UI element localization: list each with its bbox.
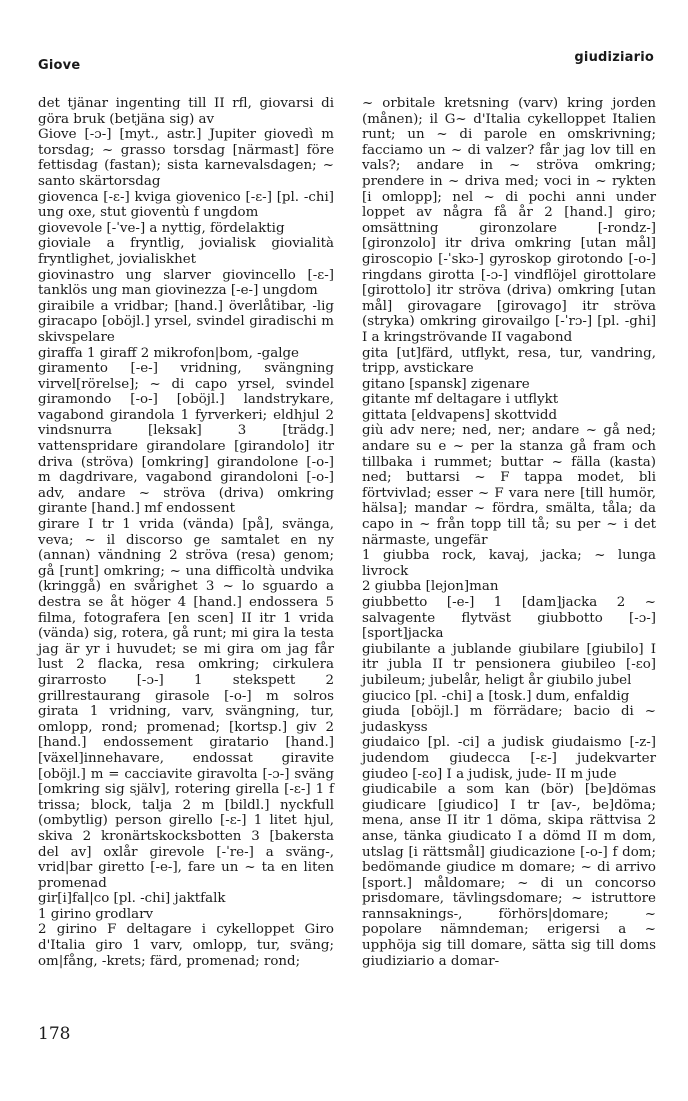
entry-gitano: gitano [spansk] zigenare	[362, 376, 530, 392]
entry-giro-cont: ~ orbitale kretsning (varv) kring jorden (månen); il G~ d'Italia cykelloppet Italien runt; un ~ di parole en omskrivning; facciamo un ~ di valzer? får jag lov till en vals?; andare in ~ ströva omkring; prendere in ~ driva med; voci in ~ rykten [i omlopp]; nel ~ di pochi anni under loppet av några få år 2 [hand.] giro; omsättning gironzolare [-rondz-] [gironzolo] itr driva omkring [utan mål] giroscopio [-ˈskɔ-] gyroskop girotondo [-o-] ringdans girotta [-ɔ-] vindflöjel girottolare [girottolo] itr ströva (driva) omkring [utan mål] girovagare [girovago] itr ströva (stryka) omkring girovailgo [-ˈrɔ-] [pl. -ghi] I a kringströvande II vagabond	[362, 96, 656, 345]
entry-girino-1: 1 girino grodlarv	[38, 906, 154, 922]
left-column	[38, 96, 334, 969]
entry-giubba-2: 2 giubba [lejon]man	[362, 579, 499, 595]
entry-giubbetto: giubbetto [-e-] 1 [dam]jacka 2 ~ salvagente flytväst giubbotto [-ɔ-] [sport]jacka	[362, 595, 656, 642]
entry-gioveare-cont: det tjänar ingenting till II rfl, giovarsi di göra bruk (betjäna sig) av	[38, 96, 334, 127]
page-number: 178	[38, 1024, 71, 1044]
entry-girabile: giraibile a vridbar; [hand.] överlåtibar, -lig giracapo [oböjl.] yrsel, svindel giradischi m skivspelare	[38, 298, 334, 345]
entry-giubba-1: 1 giubba rock, kavaj, jacka; ~ lunga livrock	[362, 548, 656, 579]
entry-giove: Giove [-ɔ-] [myt., astr.] Jupiter giovedì m torsdag; ~ grasso torsdag [närmast] före fettisdag (fastan); sista karnevalsdagen; ~ santo skärtorsdag	[38, 127, 334, 189]
entry-gittata: gittata [eldvapens] skottvidd	[362, 407, 558, 423]
entry-giu: giù adv nere; ned, ner; andare ~ gå ned; andare su e ~ per la stanza gå fram och tillbaka i rummet; buttar ~ fälla (kasta) ned; buttarsi ~ F tappa modet, bli förtvivlad; esser ~ F vara nere [till humör, hälsa]; mandar ~ fördra, smälta, tåla; da capo in ~ från topp till tå; su per ~ i det närmaste, ungefär	[362, 423, 656, 548]
entry-giovevole: giovevole [-ˈve-] a nyttig, fördelaktig	[38, 220, 285, 236]
right-column	[362, 96, 656, 969]
running-head-left: Giove	[38, 58, 81, 73]
entry-giubilante: giubilante a jublande giubilare [giubilo] I itr jubla II tr pensionera giubileo [-ɛo] jubileum; jubelår, heligt år giubilo jubel	[362, 641, 656, 688]
entry-girare: girare I tr 1 vrida (vända) [på], svänga, veva; ~ il discorso ge samtalet en ny (annan) vändning 2 ströva (resa) genom; gå [runt] omkring; ~ una difficoltà undvika (kringgå) en svårighet 3 ~ lo sguardo a destra se åt höger 4 [hand.] endossera 5 filma, fotografera [en scen] II itr 1 vrida (vända) sig, rotera, gå runt; mi gira la testa jag är yr i huvudet; se mi gira om jag får lust 2 flacka, resa omkring; cirkulera girarrosto [-ɔ-] 1 stekspett 2 grillrestaurang girasole [-o-] m solros girata 1 vridning, varv, svängning, tur, omlopp, rond; promenad; [kortsp.] giv 2 [hand.] endossement giratario [hand.] [växel]innehavare, endossat giravite [oböjl.] m = cacciavite giravolta [-ɔ-] sväng [omkring sig själv], rotering girella [-ɛ-] 1 f trissa; block, talja 2 m [bildl.] nyckfull (ombytlig) person girello [-ɛ-] 1 litet hjul, skiva 2 kronärtskocksbotten 3 [bakersta del av] oxlår girevole [-ˈre-] a sväng-, vrid|bar giretto [-e-], fare un ~ ta en liten promenad	[38, 517, 334, 891]
entry-gita: gita [ut]färd, utflykt, resa, tur, vandring, tripp, avstickare	[362, 345, 656, 377]
entry-giramento: giramento [-e-] vridning, svängning virvel[rörelse]; ~ di capo yrsel, svindel giramondo [-o-] [oböjl.] landstrykare, vagabond girandola 1 fyrverkeri; eldhjul 2 vindsnurra [leksak] 3 [trädg.] vattenspridare girandolare [girandolo] itr driva (ströva) [omkring] girandolone [-o-] m dagdrivare, vagabond girandoloni [-o-] adv, andare ~ ströva (driva) omkring girante [hand.] mf endossent	[38, 361, 334, 517]
entry-girifalco: gir[i]fal|co [pl. -chi] jaktfalk	[38, 891, 226, 907]
entry-giudicabile: giudicabile a som kan (bör) [be]dömas giudicare [giudico] I tr [av-, be]döma; mena, anse II itr 1 döma, skipa rättvisa 2 anse, tänka giudicato I a dömd II m dom, utslag [i rättsmål] giudicazione [-o-] f dom; bedömande giudice m domare; ~ di arrivo [sport.] måldomare; ~ di un concorso prisdomare, tävlingsdomare; ~ istruttore rannsaknings-, förhörs|domare; ~ popolare nämndeman; erigersi a ~ upphöja sig till domare, sätta sig till doms giudiziario a domar-	[362, 782, 656, 969]
entry-giovinastro: giovinastro ung slarver giovincello [-ɛ-] tanklös ung man giovinezza [-e-] ungdom	[38, 267, 334, 299]
entry-giuda: giuda [oböjl.] m förrädare; bacio di ~ judaskyss	[362, 704, 656, 735]
entry-giraffa: giraffa 1 giraff 2 mikrofon|bom, -galge	[38, 345, 299, 361]
entry-gioviale: gioviale a fryntlig, jovialisk giovialità fryntlighet, jovialiskhet	[38, 236, 334, 267]
entry-gitante: gitante mf deltagare i utflykt	[362, 392, 559, 408]
entry-giudaico: giudaico [pl. -ci] a judisk giudaismo [-z-] judendom giudecca [-ɛ-] judekvarter giudeo [-ɛo] I a judisk, jude- II m jude	[362, 735, 656, 782]
entry-giovenca: giovenca [-ɛ-] kviga giovenico [-ɛ-] [pl. -chi] ung oxe, stut gioventù f ungdom	[38, 189, 334, 221]
entry-girino-2: 2 girino F deltagare i cykelloppet Giro d'Italia giro 1 varv, omlopp, tur, sväng; om|fång, -krets; färd, promenad; rond;	[38, 922, 334, 969]
entry-giuccio: giucico [pl. -chi] a [tosk.] dum, enfaldig	[362, 688, 630, 704]
running-head-right: giudiziario	[574, 50, 654, 65]
